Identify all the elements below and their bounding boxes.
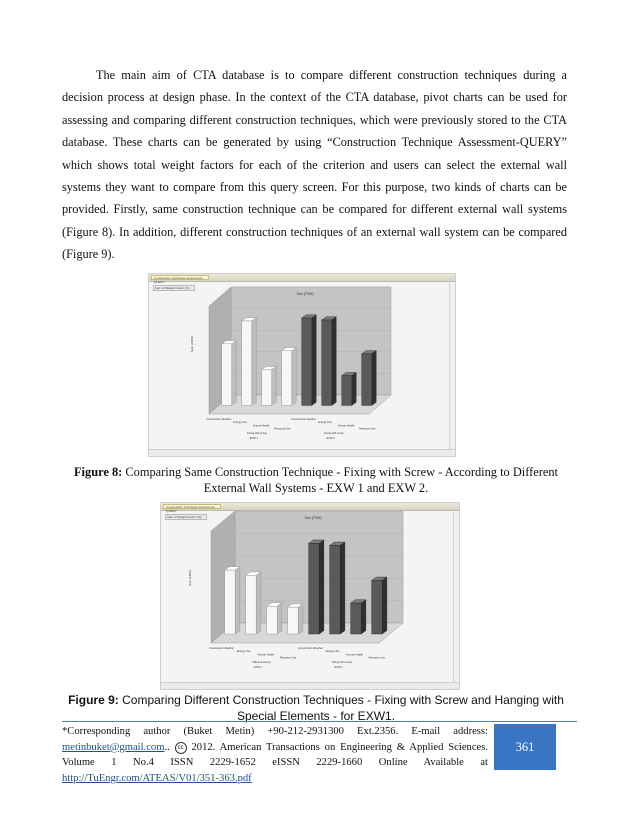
figure-8-caption-label: Figure 8: — [73, 465, 123, 479]
category-tick-label: Construction Weather — [208, 647, 235, 650]
bar-exw-2-7-side — [372, 351, 377, 406]
plot-title: Sum (FM%) — [296, 292, 314, 296]
bar-hanging-with-special-elements-1-side — [256, 572, 261, 634]
series-label: EXW 2 — [326, 437, 335, 440]
creative-commons-icon: cc — [175, 742, 187, 754]
category-tick-label: Energy Use — [325, 650, 340, 654]
category-tick-label: Human Health — [337, 424, 355, 428]
bar-exw-1-2 — [262, 370, 272, 406]
page-number: 361 — [494, 724, 556, 770]
category-tick-label: Human Health — [257, 653, 275, 657]
author-email-link[interactable]: metinbuket@gmail.com — [62, 741, 165, 753]
group-label: Fixing with screw — [323, 432, 344, 435]
bar-fixing-with-screw-5-side — [340, 542, 345, 634]
field-button[interactable]: Sum of Weight Factor (%) — [153, 285, 195, 291]
bar-fixing-with-screw-4-side — [319, 540, 324, 634]
bar-hanging-with-special-elements-3 — [288, 607, 299, 634]
bar-exw-2-4-side — [312, 315, 317, 406]
y-axis-label: Sum (FM%) — [190, 336, 194, 352]
category-tick-label: Resource Use — [279, 656, 297, 660]
figure-9-caption-text: Comparing Different Construction Techniques - Fixing with Screw and Hanging with Special Elements - for EXW1. — [122, 693, 564, 723]
bar-exw-1-1 — [242, 321, 252, 405]
bar-fixing-with-screw-7 — [372, 580, 383, 634]
bar-exw-2-7 — [362, 354, 372, 406]
bar-exw-1-0-side — [232, 341, 237, 406]
bar-hanging-with-special-elements-1 — [246, 575, 257, 634]
series-label: EXW 1 — [249, 437, 258, 440]
figure-8-caption — [62, 464, 570, 496]
bar-exw-1-2-side — [272, 366, 277, 405]
bar-fixing-with-screw-4 — [309, 543, 320, 634]
bar-hanging-with-special-elements-2-side — [277, 603, 282, 634]
journal-info: 2012. American Transactions on Engineering & Applied Sciences. Volume 1 No.4 ISSN 2229-1652 eISSN 2229-1660 Online Available at — [62, 741, 488, 769]
bar-fixing-with-screw-6-side — [361, 600, 366, 634]
figure-9-caption — [62, 692, 570, 724]
category-tick-label: Resource Use — [368, 656, 386, 660]
figure-8-chart — [148, 273, 456, 457]
series-label: EXW 1 — [334, 666, 343, 669]
bar-fixing-with-screw-6 — [351, 603, 362, 634]
bar-exw-2-5 — [322, 320, 332, 405]
category-tick-label: Construction Weather — [206, 418, 232, 421]
figure-9-plot — [161, 503, 461, 691]
bar-exw-2-6 — [342, 376, 352, 406]
bar-exw-2-6-side — [352, 372, 357, 405]
article-url-link[interactable]: http://TuEngr.com/ATEAS/V01/351-363.pdf — [62, 772, 252, 784]
corresponding-author: *Corresponding author (Buket Metin) +90-212-2931300 Ext.2356. E-mail address: — [62, 726, 488, 737]
figure-9-caption-label: Figure 9: — [68, 693, 119, 707]
category-tick-label: Resource Use — [359, 427, 376, 431]
category-tick-label: Human Health — [253, 424, 270, 428]
group-label: Fixing with screw — [332, 661, 352, 664]
category-tick-label: Construction Weather — [297, 647, 323, 650]
bar-exw-2-4 — [302, 318, 312, 405]
window-tab[interactable]: Construction Technique Assessment-QUERY — [151, 275, 209, 280]
body-paragraph: The main aim of CTA database is to compare different construction techniques during a decision process at design phase. In the context of the CTA database, pivot charts can be used for assessing and comparing different construction techniques, which were previously stored to the CTA database. These charts can be generated by using “Construction Technique Assessment-QUERY” which shows total weight factors for each of the criterion and users can select the external wall systems they want to compare from this query screen. For this purpose, two kinds of charts can be provided. Firstly, same construction technique can be compared for different external wall systems (Figure 8). In addition, different construction techniques of an external wall system can be compared (Figure 9). — [62, 68, 567, 262]
footer-rule — [62, 721, 577, 722]
category-tick-label: Energy Use — [233, 421, 247, 425]
category-tick-label: Human Health — [346, 653, 363, 657]
bar-exw-1-3 — [282, 351, 292, 406]
figure-8-caption-text: Comparing Same Construction Technique - Fixing with Screw - According to Different External Wall Systems - EXW 1 and EXW 2. — [125, 465, 559, 495]
bar-hanging-with-special-elements-0-side — [235, 567, 240, 634]
category-tick-label: Energy Use — [236, 650, 251, 654]
bar-exw-2-5-side — [332, 317, 337, 406]
bar-exw-1-3-side — [292, 348, 297, 406]
series-label: EXW 1 — [254, 666, 263, 669]
bar-fixing-with-screw-5 — [330, 545, 341, 634]
figure-9-chart — [160, 502, 460, 690]
group-label: Fixing with screw — [247, 432, 267, 435]
y-axis-label: Sum (FM%) — [188, 570, 192, 586]
bar-fixing-with-screw-7-side — [382, 577, 387, 634]
bar-exw-1-1-side — [252, 318, 257, 406]
bar-hanging-with-special-elements-3-side — [298, 604, 303, 634]
category-tick-label: Energy Use — [318, 421, 332, 425]
window-tab[interactable]: Construction Technique Assessment-QUERY — [163, 504, 221, 509]
bar-exw-1-0 — [222, 344, 232, 406]
category-tick-label: Resource Use — [274, 427, 291, 431]
email-punct: .. — [164, 741, 170, 753]
plot-title: Sum (FM%) — [304, 516, 322, 520]
group-label: Different joining — [252, 661, 271, 664]
category-tick-label: Construction Weather — [291, 418, 317, 421]
field-button[interactable]: Sum of Weight Factor (%) — [165, 514, 207, 520]
figure-8-plot — [149, 274, 457, 458]
footer-text — [62, 724, 488, 786]
bar-hanging-with-special-elements-2 — [267, 606, 278, 634]
bar-hanging-with-special-elements-0 — [225, 570, 236, 634]
